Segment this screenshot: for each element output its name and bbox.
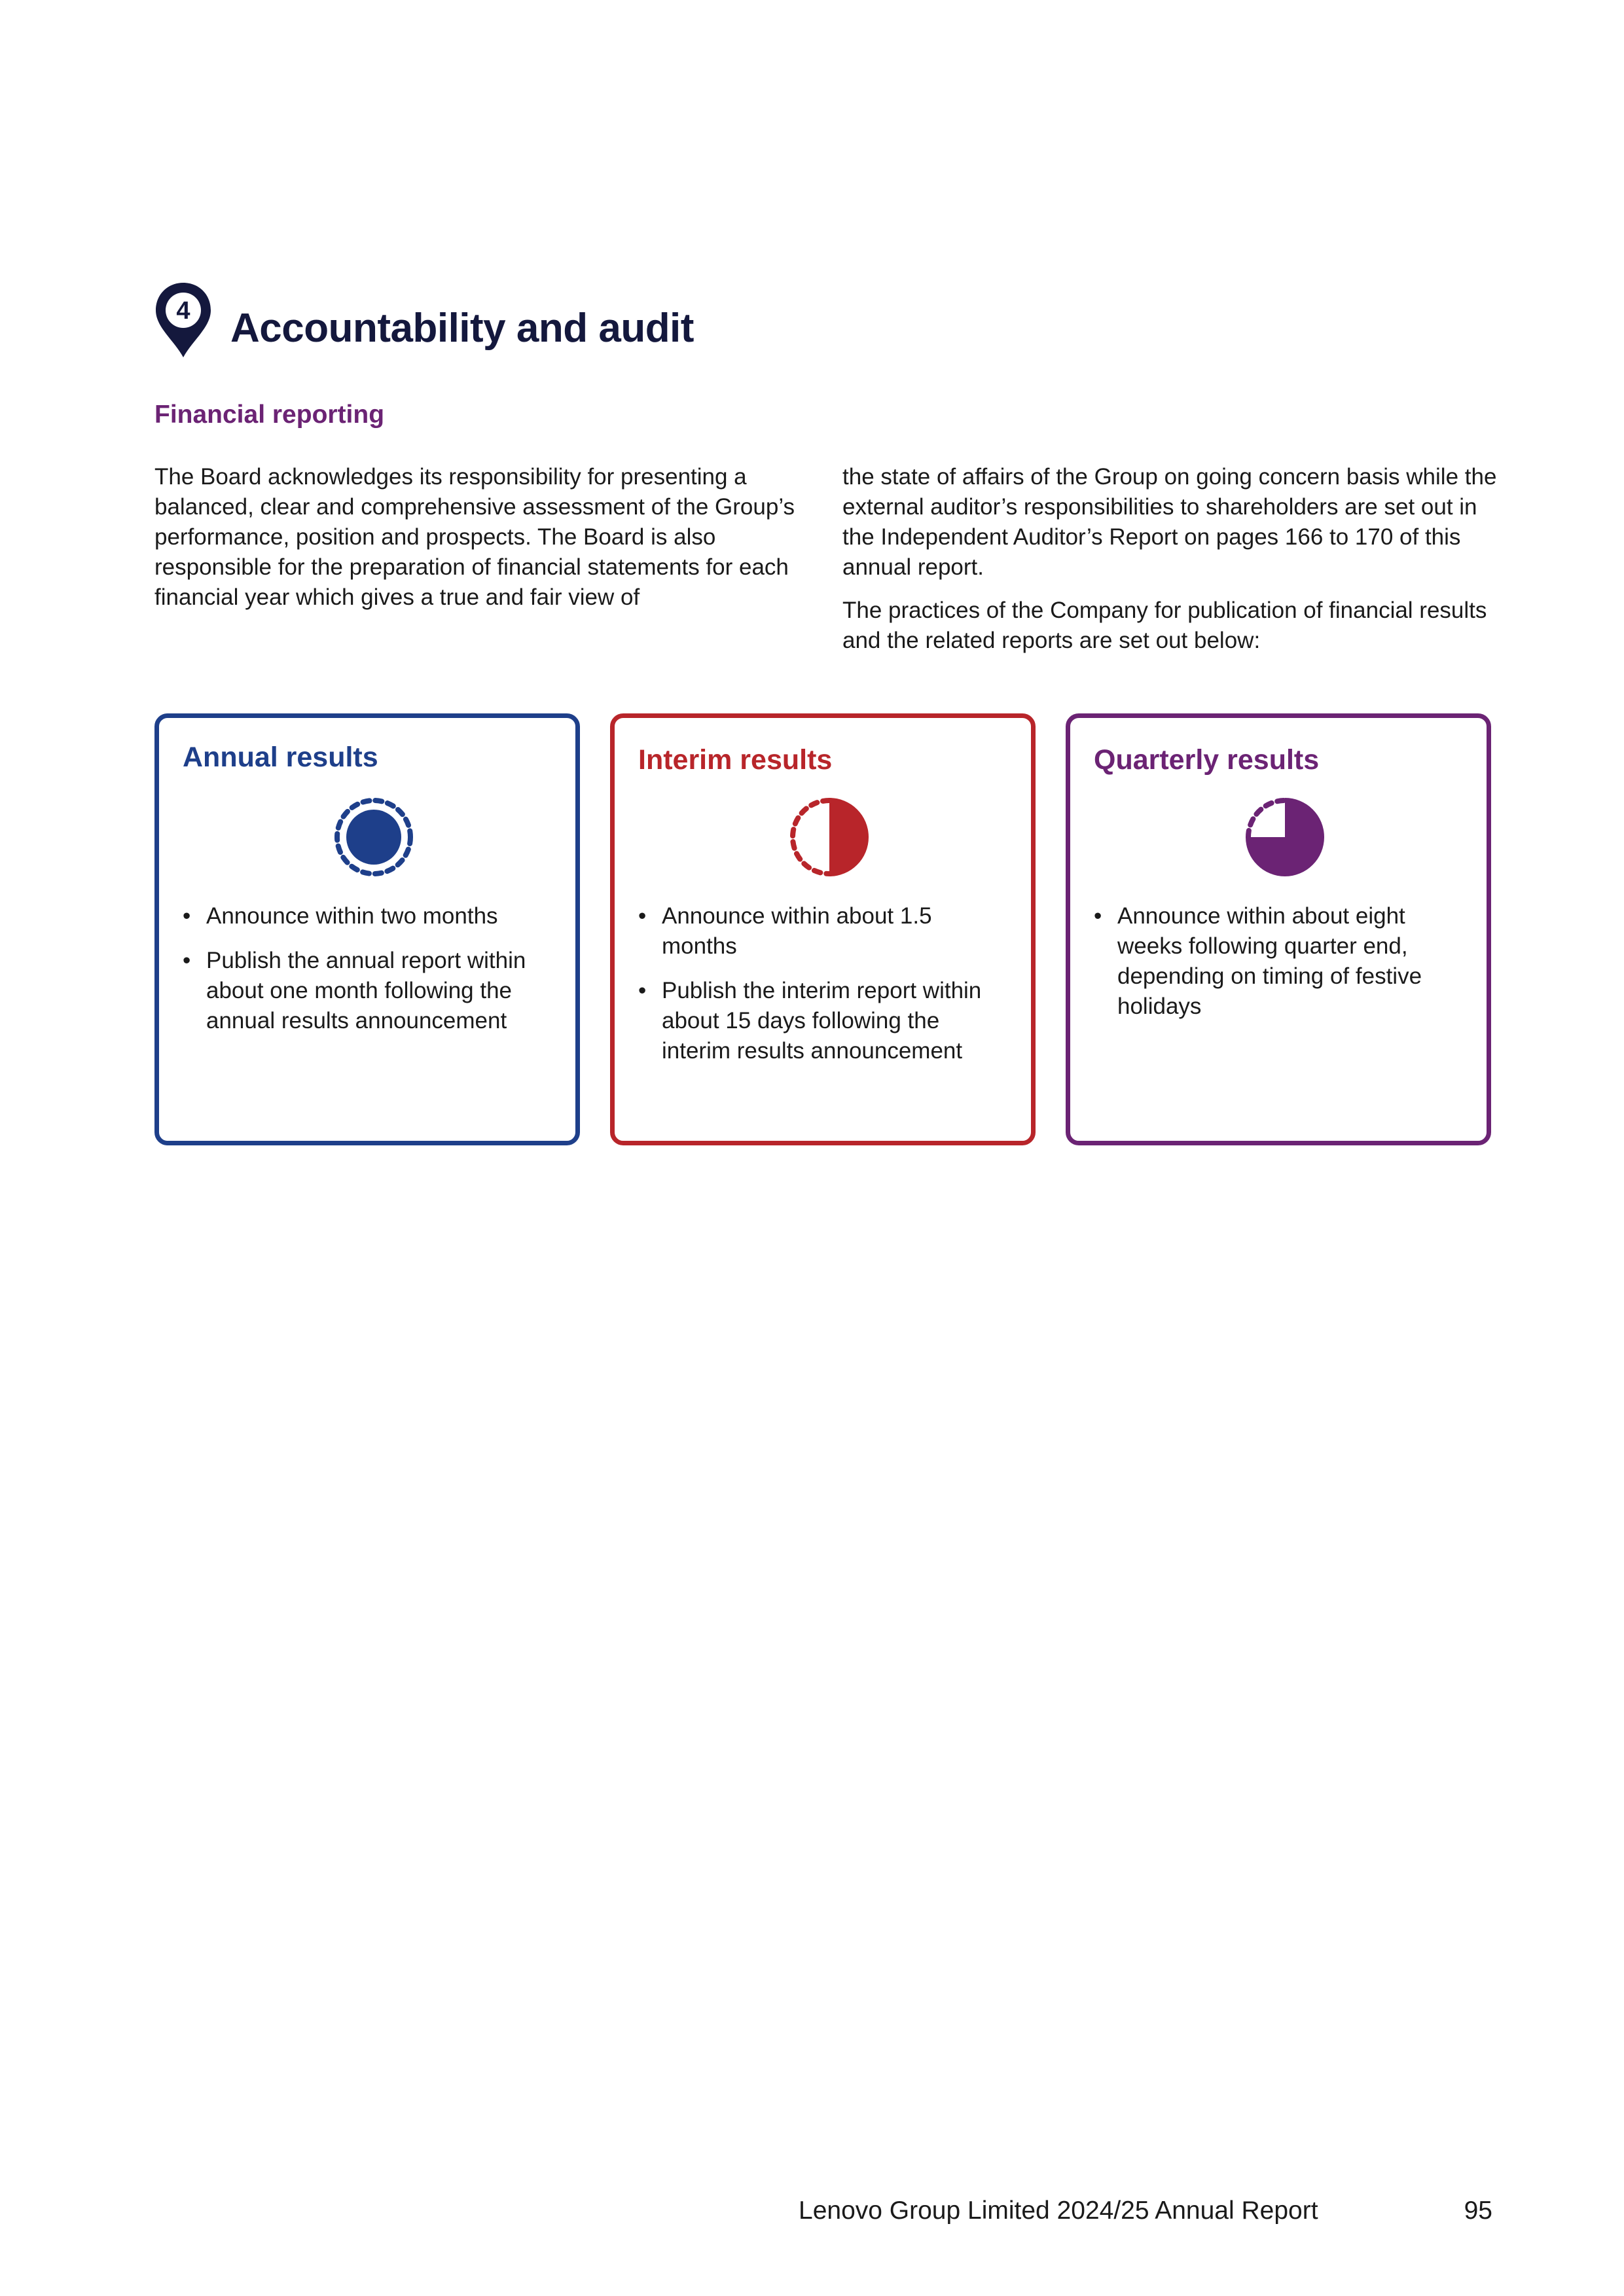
annual-results-card <box>154 713 580 1145</box>
quarterly-results-card <box>1066 713 1491 1145</box>
section-heading <box>154 281 212 359</box>
quarterly-results-list <box>1094 901 1460 1036</box>
half-circle-icon <box>789 797 870 878</box>
section-number: 4 <box>176 297 190 325</box>
body-column-right <box>842 462 1497 669</box>
list-item: • Announce within two months <box>183 903 498 929</box>
footer-company: Lenovo Group Limited 2024/25 Annual Report <box>799 2197 1318 2225</box>
page-number: 95 <box>1464 2197 1492 2225</box>
body-column-left <box>154 462 809 626</box>
list-item: • Announce within about eight weeks following quarter end, depending on timing of festive holidays <box>1094 903 1422 1019</box>
list-item: • Publish the interim report within about 15 days following the interim results announcement <box>638 978 982 1064</box>
card-title-annual: Annual results <box>183 742 378 773</box>
map-pin-number-icon <box>154 281 212 359</box>
section-title: Accountability and audit <box>230 306 694 351</box>
three-quarter-circle-icon <box>1244 797 1326 878</box>
list-item: • Announce within about 1.5 months <box>638 903 932 959</box>
paragraph-right-2: The practices of the Company for publication of financial results and the related reports are set out below: <box>842 598 1487 653</box>
annual-results-list <box>183 901 549 1050</box>
list-item: • Publish the annual report within about one month following the annual results announcement <box>183 948 526 1033</box>
subheading-financial-reporting: Financial reporting <box>154 401 385 429</box>
full-circle-icon <box>333 797 414 878</box>
card-title-quarterly: Quarterly results <box>1094 744 1320 776</box>
paragraph-right-1: the state of affairs of the Group on going concern basis while the external auditor’s responsibilities to shareholders are set out in the Independent Auditor’s Report on pages 166 to 170 of this annual report. <box>842 464 1497 580</box>
card-title-interim: Interim results <box>638 744 833 776</box>
paragraph-left: The Board acknowledges its responsibility for presenting a balanced, clear and comprehensive assessment of the Group’s performance, position and prospects. The Board is also responsible for the preparation of financial statements for each financial year which gives a true and fair view of <box>154 464 795 610</box>
interim-results-list <box>638 901 1005 1081</box>
interim-results-card <box>610 713 1036 1145</box>
